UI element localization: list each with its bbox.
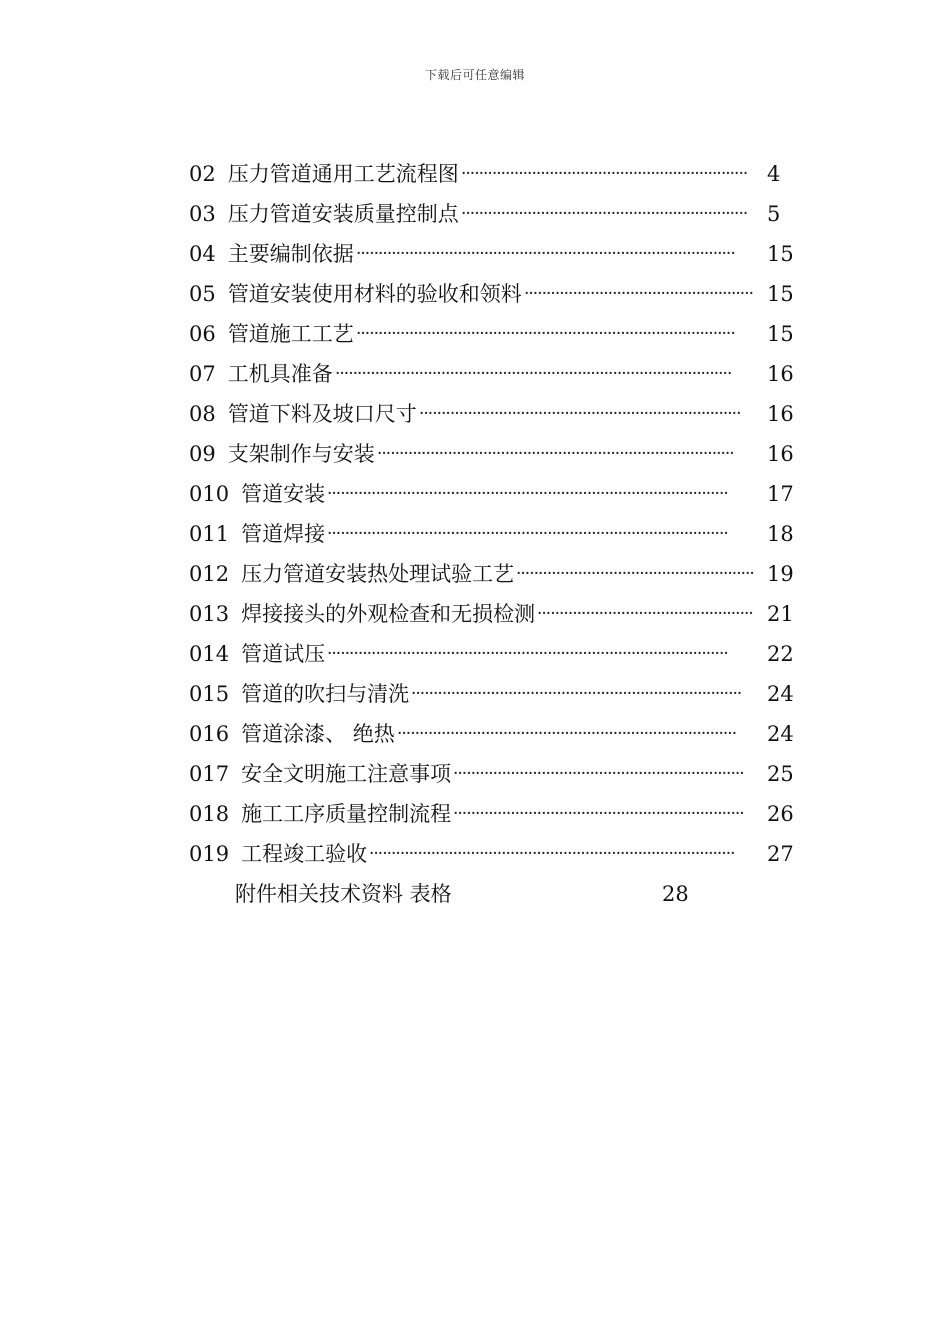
toc-entry-page: 4 [767, 162, 781, 186]
toc-entry-number: 019 [189, 842, 230, 866]
toc-entry [189, 354, 819, 394]
toc-entry-page: 26 [767, 802, 794, 826]
toc-leader-dots: ·································································· [453, 764, 744, 784]
toc-entry-page: 21 [767, 602, 794, 626]
toc-entry-title: 主要编制依据 [227, 242, 354, 266]
toc-entry-number: 011 [189, 522, 230, 546]
toc-entry-number: 016 [189, 722, 230, 746]
toc-entry-number: 013 [189, 602, 230, 626]
page-header-note: 下载后可任意编辑 [424, 68, 525, 82]
toc-entry-title: 管道下料及坡口尺寸 [227, 402, 417, 426]
toc-entry [189, 594, 819, 634]
toc-entry-title: 管道施工工艺 [227, 322, 354, 346]
toc-entry-number: 07 [189, 362, 216, 386]
toc-entry-number: 04 [189, 242, 216, 266]
toc-entry-page: 15 [767, 322, 794, 346]
toc-leader-dots: ··························································································· [327, 524, 728, 544]
toc-leader-dots: ··························································································· [327, 644, 728, 664]
toc-entry-title: 施工工序质量控制流程 [241, 802, 452, 826]
toc-entry [189, 274, 819, 314]
toc-leader-dots: ············································································· [397, 724, 737, 744]
toc-entry-page: 24 [767, 722, 794, 746]
toc-entry-title: 压力管道安装质量控制点 [227, 202, 459, 226]
toc-entry-title: 管道涂漆、 绝热 [241, 722, 395, 746]
toc-entry-page: 16 [767, 402, 794, 426]
toc-leader-dots: ··········································································· [411, 684, 742, 704]
toc-leader-dots: ··························································································· [327, 484, 728, 504]
toc-leader-dots: ················································· [537, 604, 753, 624]
toc-leader-dots: ··················································································· [369, 844, 735, 864]
toc-entry-title: 压力管道安装热处理试验工艺 [241, 562, 515, 586]
toc-entry [189, 314, 819, 354]
toc-entry-number: 014 [189, 642, 230, 666]
toc-entry [189, 514, 819, 554]
toc-leader-dots: ······················································································ [356, 244, 735, 264]
toc-entry-number: 017 [189, 762, 230, 786]
toc-entry-title: 工程竣工验收 [241, 842, 368, 866]
toc-entry-title: 工机具准备 [227, 362, 333, 386]
toc-leader-dots: ······················································ [516, 564, 754, 584]
toc-entry [189, 434, 819, 474]
toc-entry [189, 154, 819, 194]
toc-entry-page: 24 [767, 682, 794, 706]
table-of-contents [189, 154, 819, 874]
toc-entry-title: 管道试压 [241, 642, 326, 666]
toc-entry [189, 554, 819, 594]
toc-entry-title: 安全文明施工注意事项 [241, 762, 452, 786]
toc-entry [189, 234, 819, 274]
toc-entry [189, 834, 819, 874]
toc-entry-number: 03 [189, 202, 216, 226]
toc-entry-page: 15 [767, 282, 794, 306]
toc-entry-title: 管道的吹扫与清洗 [241, 682, 410, 706]
toc-leader-dots: ·························································································· [335, 364, 732, 384]
toc-entry-number: 010 [189, 482, 230, 506]
toc-entry-number: 06 [189, 322, 216, 346]
toc-appendix-title: 附件相关技术资料 表格 [235, 882, 452, 906]
toc-entry-title: 压力管道通用工艺流程图 [227, 162, 459, 186]
toc-entry-number: 08 [189, 402, 216, 426]
toc-entry-number: 05 [189, 282, 216, 306]
toc-entry-title: 焊接接头的外观检查和无损检测 [241, 602, 536, 626]
toc-entry-page: 22 [767, 642, 794, 666]
toc-entry-number: 09 [189, 442, 216, 466]
toc-entry-page: 16 [767, 362, 794, 386]
toc-entry-title: 支架制作与安装 [227, 442, 375, 466]
toc-leader-dots: ········································································· [419, 404, 741, 424]
toc-entry-title: 管道安装使用材料的验收和领料 [227, 282, 522, 306]
toc-entry-page: 16 [767, 442, 794, 466]
toc-leader-dots: ································································· [461, 204, 748, 224]
toc-appendix-page: 28 [662, 882, 689, 906]
toc-entry [189, 714, 819, 754]
toc-entry [189, 674, 819, 714]
toc-entry-number: 018 [189, 802, 230, 826]
toc-entry-page: 18 [767, 522, 794, 546]
toc-leader-dots: ······················································································ [356, 324, 735, 344]
toc-entry [189, 474, 819, 514]
toc-entry [189, 194, 819, 234]
toc-leader-dots: ································································· [461, 164, 748, 184]
toc-entry [189, 634, 819, 674]
toc-entry-title: 管道安装 [241, 482, 326, 506]
toc-entry-number: 012 [189, 562, 230, 586]
toc-entry-page: 19 [767, 562, 794, 586]
toc-entry-title: 管道焊接 [241, 522, 326, 546]
toc-leader-dots: ···················································· [524, 284, 753, 304]
toc-entry-page: 5 [767, 202, 781, 226]
toc-entry-page: 27 [767, 842, 794, 866]
toc-entry-number: 015 [189, 682, 230, 706]
toc-entry-page: 17 [767, 482, 794, 506]
toc-entry [189, 794, 819, 834]
toc-entry [189, 754, 819, 794]
toc-entry [189, 394, 819, 434]
toc-entry-number: 02 [189, 162, 216, 186]
toc-leader-dots: ················································································· [377, 444, 734, 464]
toc-entry-page: 25 [767, 762, 794, 786]
toc-entry-page: 15 [767, 242, 794, 266]
toc-leader-dots: ·································································· [453, 804, 744, 824]
